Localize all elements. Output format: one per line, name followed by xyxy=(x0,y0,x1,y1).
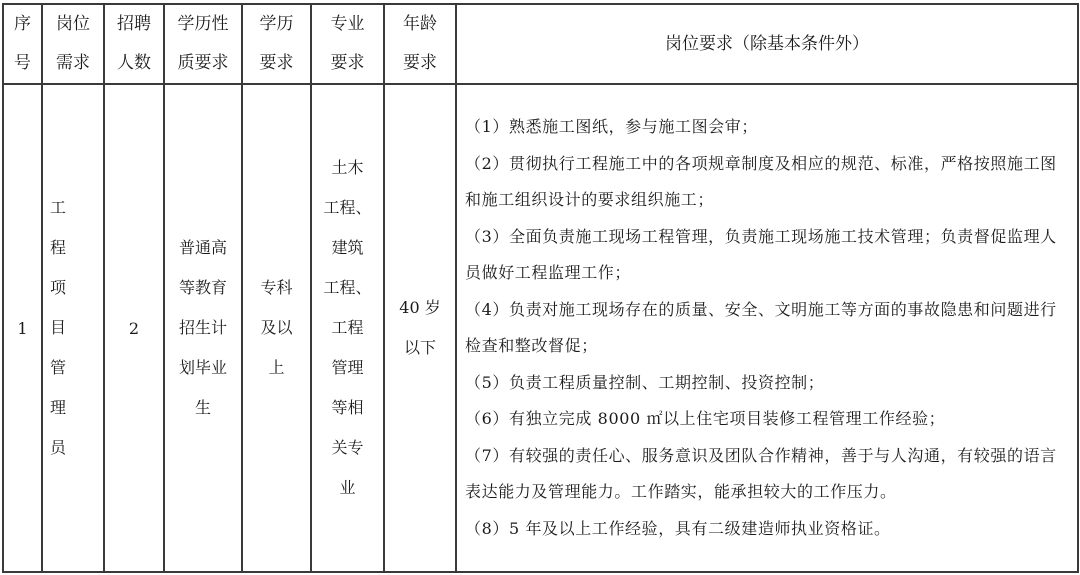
requirement-item: （1）熟悉施工图纸，参与施工图会审； xyxy=(465,117,758,136)
cell-edu-level: 专科 及以 上 xyxy=(242,84,311,572)
cell-age: 40 岁 以下 xyxy=(384,84,456,572)
header-edu-level: 学历 要求 xyxy=(242,4,311,84)
header-index: 序 号 xyxy=(3,4,42,84)
cell-count: 2 xyxy=(104,84,164,572)
table-row xyxy=(3,84,1078,572)
requirement-item: （6）有独立完成 8000 ㎡以上住宅项目装修工程管理工作经验； xyxy=(465,409,946,428)
header-row xyxy=(3,4,1078,84)
header-position: 岗位 需求 xyxy=(42,4,104,84)
cell-index: 1 xyxy=(3,84,42,572)
job-requirements-table xyxy=(2,3,1079,573)
requirement-item: （8）5 年及以上工作经验，具有二级建造师执业资格证。 xyxy=(465,518,891,538)
requirement-item: （7）有较强的责任心、服务意识及团队合作精神，善于与人沟通，有较强的语言表达能力及管理能力。工作踏实，能承担较大的工作压力。 xyxy=(465,445,1057,501)
cell-requirements xyxy=(456,84,1078,572)
header-edu-nature: 学历性 质要求 xyxy=(164,4,242,84)
requirement-item: （4）负责对施工现场存在的质量、安全、文明施工等方面的事故隐患和问题进行检查和整改督促； xyxy=(465,299,1057,355)
header-requirements: 岗位要求（除基本条件外） xyxy=(456,4,1078,84)
cell-position: 工程 项目 管理 员 xyxy=(42,84,104,572)
requirement-item: （2）贯彻执行工程施工中的各项规章制度及相应的规范、标准，严格按照施工图和施工组织设计的要求组织施工； xyxy=(465,153,1057,209)
header-major: 专业 要求 xyxy=(311,4,384,84)
requirement-item: （3）全面负责施工现场工程管理，负责施工现场施工技术管理；负责督促监理人员做好工程监理工作； xyxy=(465,226,1057,282)
cell-major: 土木 工程、 建筑 工程、 工程 管理 等相 关专 业 xyxy=(311,84,384,572)
header-age: 年龄 要求 xyxy=(384,4,456,84)
cell-edu-nature: 普通高 等教育 招生计 划毕业 生 xyxy=(164,84,242,572)
header-count: 招聘 人数 xyxy=(104,4,164,84)
requirement-item: （5）负责工程质量控制、工期控制、投资控制； xyxy=(465,372,825,392)
